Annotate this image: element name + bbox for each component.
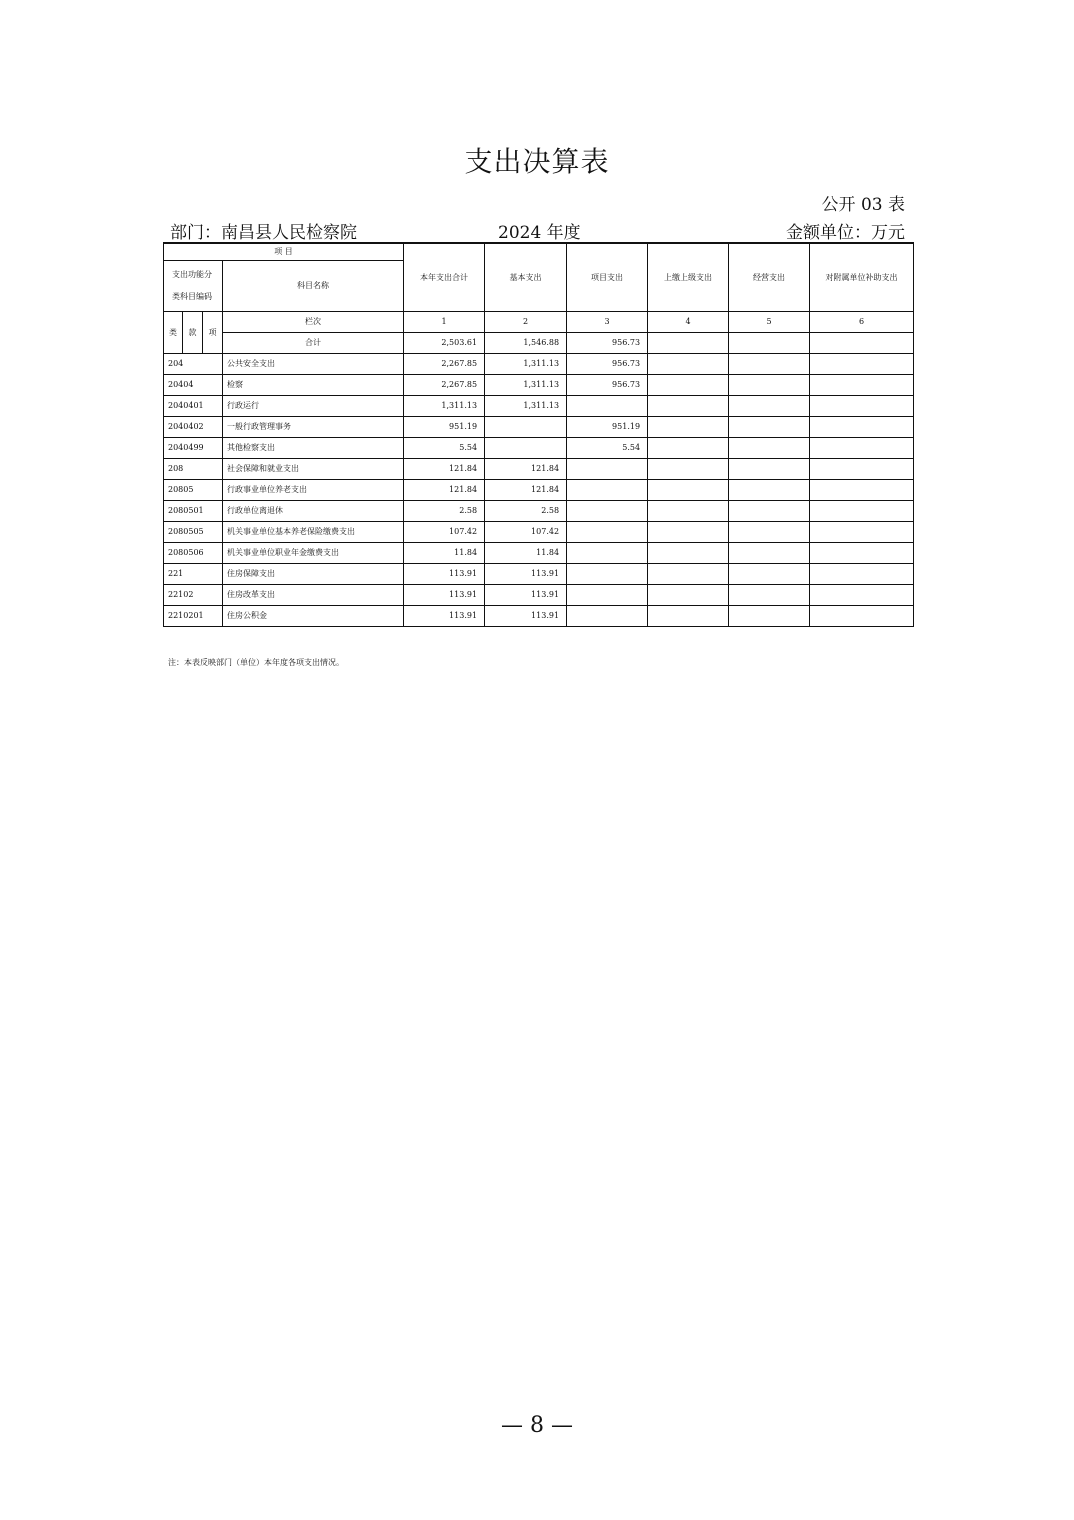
row-name: 住房保障支出 [223, 564, 404, 585]
col-header-remit: 上缴上级支出 [648, 243, 729, 312]
table-row [164, 564, 914, 585]
row-value [567, 543, 648, 564]
column-number: 1 [404, 312, 485, 333]
table-row [164, 522, 914, 543]
row-value [567, 606, 648, 627]
table-row [164, 459, 914, 480]
row-value [729, 606, 810, 627]
meta-row [168, 218, 905, 243]
row-code: 2040499 [164, 438, 223, 459]
row-value [729, 459, 810, 480]
row-name: 住房改革支出 [223, 585, 404, 606]
project-header: 项 目 [164, 243, 404, 261]
header-row-index [164, 312, 914, 333]
col-header-subsidy: 对附属单位补助支出 [810, 243, 914, 312]
total-label: 合计 [223, 333, 404, 354]
row-value: 11.84 [404, 543, 485, 564]
row-code: 204 [164, 354, 223, 375]
table-row [164, 354, 914, 375]
row-value: 1,311.13 [485, 375, 567, 396]
row-value [567, 459, 648, 480]
column-index-label: 栏次 [223, 312, 404, 333]
row-value [648, 417, 729, 438]
row-value [810, 354, 914, 375]
row-value [567, 396, 648, 417]
row-value: 121.84 [404, 480, 485, 501]
row-value [567, 480, 648, 501]
row-value: 951.19 [567, 417, 648, 438]
row-value: 1,311.13 [485, 396, 567, 417]
row-value: 2.58 [404, 501, 485, 522]
row-name: 检察 [223, 375, 404, 396]
row-value [648, 564, 729, 585]
column-number: 5 [729, 312, 810, 333]
table-body [164, 354, 914, 627]
row-value: 113.91 [404, 564, 485, 585]
row-value [810, 606, 914, 627]
total-cell: 1,546.88 [485, 333, 567, 354]
column-number: 6 [810, 312, 914, 333]
table-row [164, 417, 914, 438]
row-name: 行政单位离退休 [223, 501, 404, 522]
sub-header-kuan: 款 [183, 312, 203, 354]
row-value [567, 501, 648, 522]
table-row [164, 585, 914, 606]
row-name: 机关事业单位基本养老保险缴费支出 [223, 522, 404, 543]
row-value [810, 375, 914, 396]
row-value [567, 585, 648, 606]
row-value [648, 375, 729, 396]
row-value [648, 396, 729, 417]
row-value [648, 501, 729, 522]
row-code: 20805 [164, 480, 223, 501]
row-value [810, 585, 914, 606]
table-id: 公开 03 表 [821, 195, 905, 215]
row-value: 5.54 [404, 438, 485, 459]
header-row-top [164, 243, 914, 261]
row-value [485, 438, 567, 459]
column-number: 4 [648, 312, 729, 333]
row-value: 113.91 [485, 585, 567, 606]
row-value [810, 501, 914, 522]
row-value [729, 438, 810, 459]
row-value: 121.84 [404, 459, 485, 480]
row-value [729, 396, 810, 417]
row-value [729, 543, 810, 564]
col-header-total: 本年支出合计 [404, 243, 485, 312]
total-cell [810, 333, 914, 354]
fiscal-year: 2024 年度 [498, 223, 581, 243]
column-number: 2 [485, 312, 567, 333]
row-value [729, 564, 810, 585]
row-value [567, 522, 648, 543]
row-value: 1,311.13 [485, 354, 567, 375]
row-code: 2080505 [164, 522, 223, 543]
row-value: 2.58 [485, 501, 567, 522]
table-row [164, 543, 914, 564]
total-cell: 2,503.61 [404, 333, 485, 354]
row-value [810, 417, 914, 438]
row-value [485, 417, 567, 438]
row-code: 22102 [164, 585, 223, 606]
table-row [164, 375, 914, 396]
row-name: 行政事业单位养老支出 [223, 480, 404, 501]
row-value [810, 543, 914, 564]
col-header-operating: 经营支出 [729, 243, 810, 312]
row-code: 208 [164, 459, 223, 480]
table-note: 注：本表反映部门（单位）本年度各项支出情况。 [168, 658, 344, 667]
table-row [164, 606, 914, 627]
row-value [810, 564, 914, 585]
total-cell [729, 333, 810, 354]
row-value: 107.42 [485, 522, 567, 543]
row-value [648, 459, 729, 480]
row-code: 221 [164, 564, 223, 585]
row-value [729, 354, 810, 375]
row-name: 社会保障和就业支出 [223, 459, 404, 480]
row-name: 行政运行 [223, 396, 404, 417]
row-value [729, 375, 810, 396]
col-header-basic: 基本支出 [485, 243, 567, 312]
row-value: 113.91 [404, 585, 485, 606]
column-number: 3 [567, 312, 648, 333]
row-value [648, 438, 729, 459]
page-number: — 8 — [501, 1413, 573, 1438]
row-value [729, 417, 810, 438]
row-value [810, 480, 914, 501]
row-code: 2080501 [164, 501, 223, 522]
row-value: 1,311.13 [404, 396, 485, 417]
row-name: 公共安全支出 [223, 354, 404, 375]
row-value [810, 396, 914, 417]
row-value: 121.84 [485, 480, 567, 501]
row-value: 107.42 [404, 522, 485, 543]
row-name: 其他检察支出 [223, 438, 404, 459]
row-value: 113.91 [485, 606, 567, 627]
amount-unit: 金额单位：万元 [786, 223, 905, 243]
total-cell [648, 333, 729, 354]
table-row [164, 396, 914, 417]
row-value [810, 459, 914, 480]
row-name: 机关事业单位职业年金缴费支出 [223, 543, 404, 564]
row-value [729, 501, 810, 522]
row-value [729, 585, 810, 606]
row-value: 2,267.85 [404, 375, 485, 396]
row-value [810, 522, 914, 543]
row-value: 956.73 [567, 375, 648, 396]
row-value: 956.73 [567, 354, 648, 375]
row-code: 20404 [164, 375, 223, 396]
row-value [810, 438, 914, 459]
row-value: 2,267.85 [404, 354, 485, 375]
row-value: 113.91 [485, 564, 567, 585]
name-header: 科目名称 [223, 261, 404, 312]
row-value [729, 522, 810, 543]
row-value [648, 354, 729, 375]
col-header-project: 项目支出 [567, 243, 648, 312]
row-code: 2040402 [164, 417, 223, 438]
table-row [164, 438, 914, 459]
department-label: 部门：南昌县人民检察院 [170, 223, 357, 243]
row-value [648, 543, 729, 564]
row-value [648, 480, 729, 501]
row-code: 2210201 [164, 606, 223, 627]
sub-header-lei: 类 [164, 312, 183, 354]
row-value: 11.84 [485, 543, 567, 564]
table-row [164, 480, 914, 501]
code-header: 支出功能分类科目编码 [164, 261, 223, 312]
total-cell: 956.73 [567, 333, 648, 354]
row-value: 121.84 [485, 459, 567, 480]
sub-header-xiang: 项 [203, 312, 223, 354]
row-code: 2080506 [164, 543, 223, 564]
row-value: 5.54 [567, 438, 648, 459]
row-name: 住房公积金 [223, 606, 404, 627]
row-name: 一般行政管理事务 [223, 417, 404, 438]
row-value [648, 606, 729, 627]
row-code: 2040401 [164, 396, 223, 417]
row-value: 951.19 [404, 417, 485, 438]
row-value [648, 522, 729, 543]
row-value: 113.91 [404, 606, 485, 627]
expenditure-table [163, 242, 914, 627]
row-value [567, 564, 648, 585]
total-row [164, 333, 914, 354]
row-value [648, 585, 729, 606]
page-title: 支出决算表 [464, 145, 610, 178]
row-value [729, 480, 810, 501]
table-row [164, 501, 914, 522]
